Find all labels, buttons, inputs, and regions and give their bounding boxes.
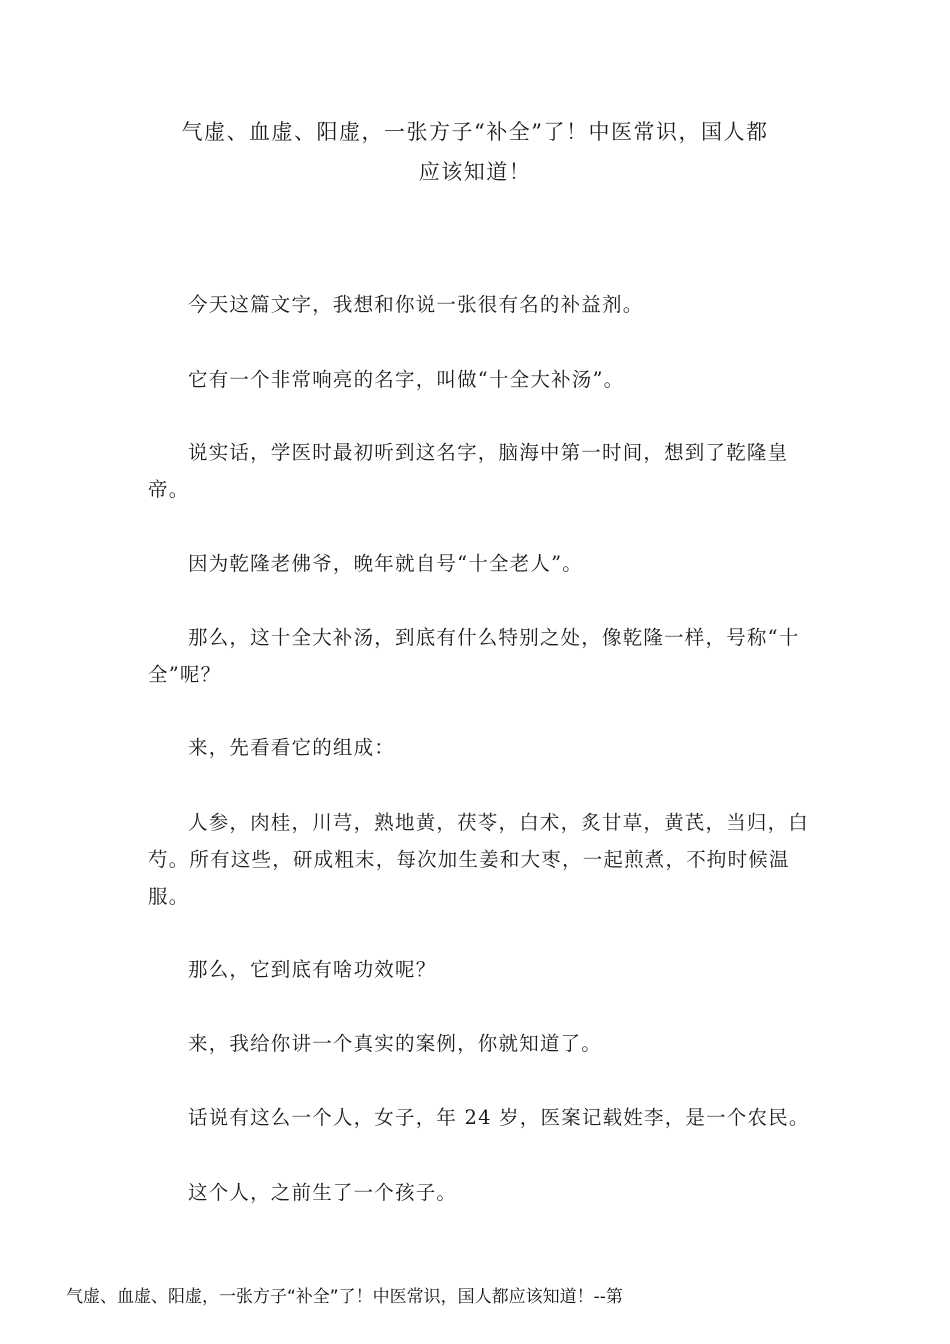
- paragraph: 话说有这么一个人，女子，年 24 岁，医案记载姓李，是一个农民。: [188, 1106, 810, 1129]
- paragraph: 那么，它到底有啥功效呢？: [188, 958, 437, 981]
- paragraph: 今天这篇文字，我想和你说一张很有名的补益剂。: [188, 293, 644, 316]
- paragraph: 这个人，之前生了一个孩子。: [188, 1181, 458, 1204]
- title-line-2: 应该知道！: [418, 160, 532, 184]
- title-line-1: 气虚、血虚、阳虚，一张方子“补全”了！中医常识，国人都: [181, 120, 769, 144]
- document-title: [150, 112, 800, 192]
- paragraph: 说实话，学医时最初听到这名字，脑海中第一时间，想到了乾隆皇帝。: [148, 441, 789, 501]
- paragraph: 因为乾隆老佛爷，晚年就自号“十全老人”。: [188, 552, 583, 575]
- paragraph: 来，先看看它的组成：: [188, 736, 396, 759]
- paragraph: 来，我给你讲一个真实的案例，你就知道了。: [188, 1032, 603, 1055]
- paragraph: 它有一个非常响亮的名字，叫做“十全大补汤”。: [188, 368, 625, 391]
- page-footer: 气虚、血虚、阳虚，一张方子“补全”了！中医常识，国人都应该知道！--第: [66, 1287, 623, 1307]
- paragraph: 人参，肉桂，川芎，熟地黄，茯苓，白术，炙甘草，黄芪，当归，白芍。所有这些，研成粗末，每次加生姜和大枣，一起煎煮，不拘时候温服。: [148, 811, 810, 908]
- paragraph: 那么，这十全大补汤，到底有什么特别之处，像乾隆一样，号称“十全”呢？: [148, 626, 800, 686]
